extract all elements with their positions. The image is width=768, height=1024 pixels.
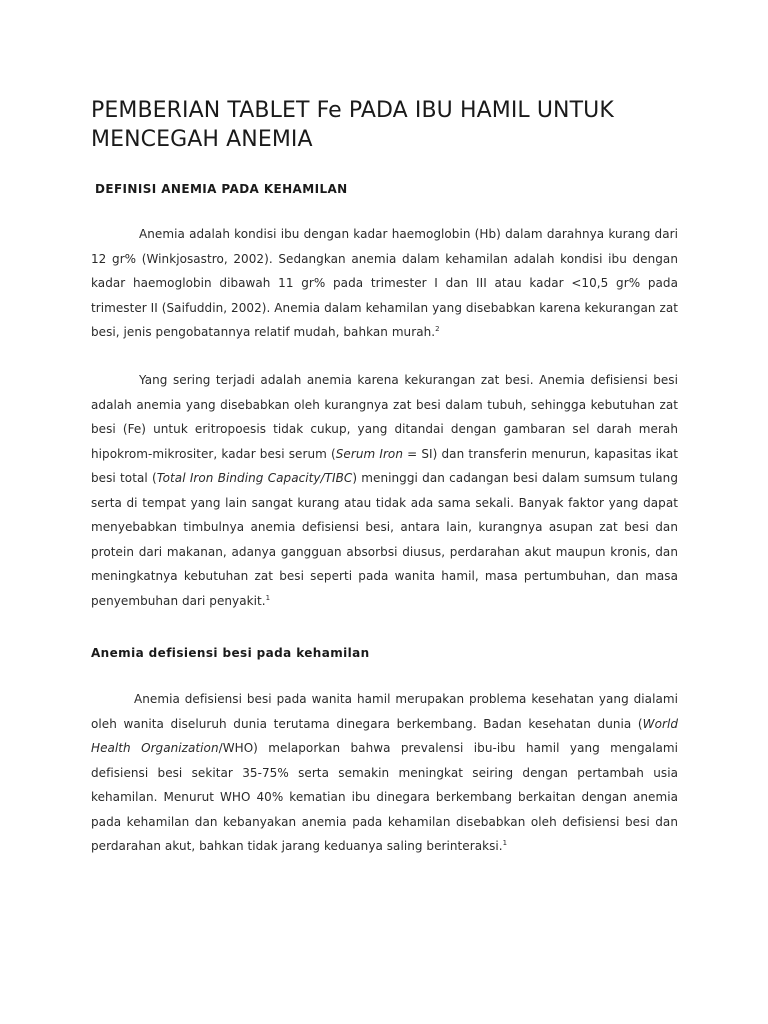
paragraph-definition [91, 222, 678, 345]
paragraph-text: Anemia adalah kondisi ibu dengan kadar haemoglobin (Hb) dalam darahnya kurang dari 12 gr% (Winkjosastro, 2002). Sedangkan anemia dalam kehamilan adalah kondisi ibu dengan kadar haemoglobin dibawah 11 gr% pada trimester I dan III atau kadar <10,5 gr% pada trimester II (Saifuddin, 2002). Anemia dalam kehamilan yang disebabkan karena kekurangan zat besi, jenis pengobatannya relatif mudah, bahkan murah. [91, 227, 678, 339]
section-heading-definisi: DEFINISI ANEMIA PADA KEHAMILAN [95, 182, 348, 196]
footnote-ref: 2 [435, 325, 440, 333]
paragraph-pregnancy-anemia [91, 687, 678, 859]
italic-term-tibc: Total Iron Binding Capacity/TIBC [156, 471, 353, 485]
italic-term-who: World Health Organization [91, 716, 678, 755]
paragraph-text: Yang sering terjadi adalah anemia karena kekurangan zat besi. Anemia defisiensi besi adalah anemia yang disebabkan oleh kurangnya zat besi dalam tubuh, sehingga kebutuhan zat besi (Fe) untuk eritropoesis tidak cukup, yang ditandai dengan gambaran sel darah merah hipokrom-mikrositer, kadar besi serum ( [91, 373, 678, 461]
paragraph-text: Anemia defisiensi besi pada wanita hamil merupakan problema kesehatan yang dialami oleh wanita diseluruh dunia terutama dinegara berkembang. Badan kesehatan dunia ( [91, 692, 678, 731]
footnote-ref: 1 [502, 839, 508, 847]
paragraph-iron-deficiency [91, 368, 678, 613]
paragraph-text: = SI) dan transferin menurun, kapasitas ikat besi total ( [91, 446, 678, 485]
footnote-ref: 1 [265, 593, 271, 602]
document-title: PEMBERIAN TABLET Fe PADA IBU HAMIL UNTUK MENCEGAH ANEMIA [91, 98, 614, 152]
section-heading-anemia-pregnancy: Anemia defisiensi besi pada kehamilan [91, 646, 370, 660]
paragraph-text: /WHO) melaporkan bahwa prevalensi ibu-ibu hamil yang mengalami defisiensi besi sekitar 35-75% serta semakin meningkat seiring dengan pertambah usia kehamilan. Menurut WHO 40% kematian ibu dinegara berkembang berkaitan dengan anemia pada kehamilan dan kebanyakan anemia pada kehamilan disebabkan oleh defisiensi besi dan perdarahan akut, bahkan tidak jarang keduanya saling berinteraksi. [91, 741, 678, 853]
paragraph-text: ) meninggi dan cadangan besi dalam sumsum tulang serta di tempat yang lain sangat kurang atau tidak ada sama sekali. Banyak faktor yang dapat menyebabkan timbulnya anemia defisiensi besi, antara lain, kurangnya asupan zat besi dan protein dari makanan, adanya gangguan absorbsi diusus, perdarahan akut maupun kronis, dan meningkatnya kebutuhan zat besi seperti pada wanita hamil, masa pertumbuhan, dan masa penyembuhan dari penyakit. [91, 471, 679, 608]
italic-term-serum-iron: Serum Iron [335, 446, 403, 461]
